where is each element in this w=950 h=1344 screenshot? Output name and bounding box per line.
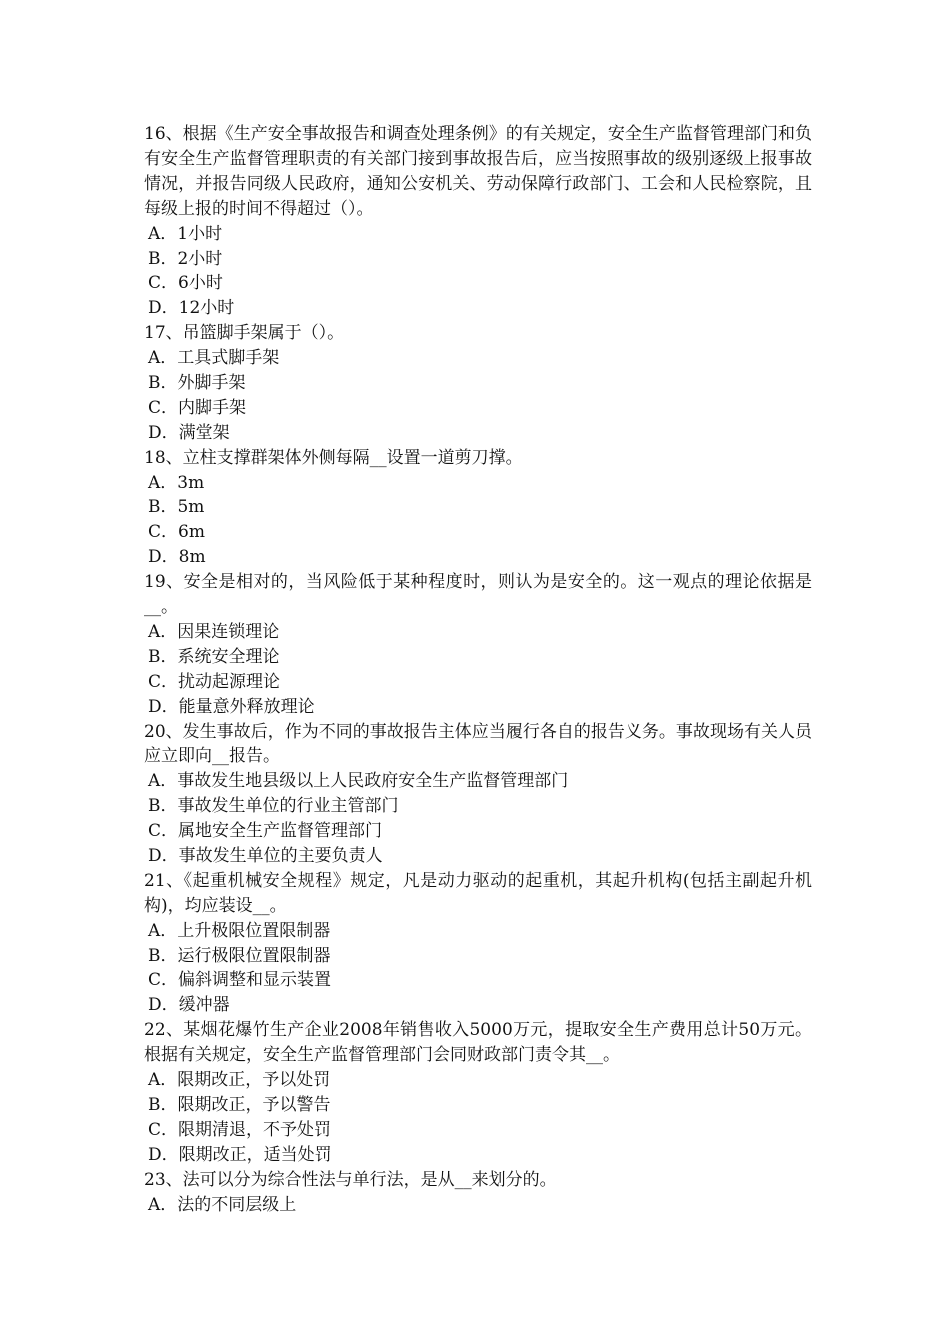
option-b: B．系统安全理论 bbox=[148, 646, 280, 667]
option-a: A．工具式脚手架 bbox=[148, 348, 280, 369]
option-a: A．上升极限位置限制器 bbox=[148, 920, 331, 941]
question-stem: 17、吊篮脚手架属于（）。 bbox=[144, 323, 345, 344]
question-17 bbox=[144, 321, 812, 445]
option-c: C．扰动起源理论 bbox=[148, 671, 281, 692]
question-stem: 20、发生事故后，作为不同的事故报告主体应当履行各自的报告义务。事故现场有关人员应立即向__报告。 bbox=[144, 721, 812, 767]
question-stem: 23、法可以分为综合性法与单行法，是从__来划分的。 bbox=[144, 1169, 557, 1190]
option-a: A．1小时 bbox=[148, 223, 223, 244]
question-18 bbox=[144, 446, 812, 570]
option-b: B．运行极限位置限制器 bbox=[148, 945, 331, 966]
question-20 bbox=[144, 720, 812, 869]
option-a: A．法的不同层级上 bbox=[148, 1194, 297, 1215]
option-d: D．满堂架 bbox=[148, 422, 230, 443]
question-stem: 16、根据《生产安全事故报告和调查处理条例》的有关规定，安全生产监督管理部门和负有安全生产监督管理职责的有关部门接到事故报告后，应当按照事故的级别逐级上报事故情况，并报告同级人民政府，通知公安机关、劳动保障行政部门、工会和人民检察院，且每级上报的时间不得超过（）。 bbox=[144, 124, 812, 219]
option-c: C．6m bbox=[148, 522, 205, 543]
option-b: B．外脚手架 bbox=[148, 372, 246, 393]
option-b: B．5m bbox=[148, 497, 205, 518]
question-19 bbox=[144, 570, 812, 719]
question-22 bbox=[144, 1018, 812, 1167]
option-a: A．3m bbox=[148, 472, 205, 493]
document-page bbox=[144, 122, 812, 1217]
option-d: D．限期改正，适当处罚 bbox=[148, 1144, 332, 1165]
option-d: D．12小时 bbox=[148, 298, 235, 319]
option-d: D．能量意外释放理论 bbox=[148, 696, 315, 717]
question-21 bbox=[144, 869, 812, 1018]
option-b: B．2小时 bbox=[148, 248, 223, 269]
option-c: C．内脚手架 bbox=[148, 397, 247, 418]
option-c: C．属地安全生产监督管理部门 bbox=[148, 821, 383, 842]
option-d: D．8m bbox=[148, 547, 206, 568]
question-stem: 21、《起重机械安全规程》规定，凡是动力驱动的起重机，其起升机构(包括主副起升机构)，均应装设__。 bbox=[144, 870, 812, 916]
option-a: A．因果连锁理论 bbox=[148, 621, 280, 642]
question-stem: 22、某烟花爆竹生产企业2008年销售收入5000万元，提取安全生产费用总计50万元。根据有关规定，安全生产监督管理部门会同财政部门责令其__。 bbox=[144, 1020, 812, 1066]
option-d: D．事故发生单位的主要负责人 bbox=[148, 845, 383, 866]
question-stem: 18、立柱支撑群架体外侧每隔__设置一道剪刀撑。 bbox=[144, 447, 523, 468]
option-a: A．事故发生地县级以上人民政府安全生产监督管理部门 bbox=[148, 771, 569, 792]
option-a: A．限期改正，予以处罚 bbox=[148, 1070, 331, 1091]
option-c: C．偏斜调整和显示装置 bbox=[148, 970, 332, 991]
option-b: B．限期改正，予以警告 bbox=[148, 1094, 331, 1115]
question-16 bbox=[144, 122, 812, 321]
option-b: B．事故发生单位的行业主管部门 bbox=[148, 796, 399, 817]
option-d: D．缓冲器 bbox=[148, 995, 230, 1016]
question-23 bbox=[144, 1168, 812, 1218]
option-c: C．限期清退，不予处罚 bbox=[148, 1119, 332, 1140]
question-stem: 19、安全是相对的，当风险低于某种程度时，则认为是安全的。这一观点的理论依据是__。 bbox=[144, 572, 812, 618]
option-c: C．6小时 bbox=[148, 273, 223, 294]
